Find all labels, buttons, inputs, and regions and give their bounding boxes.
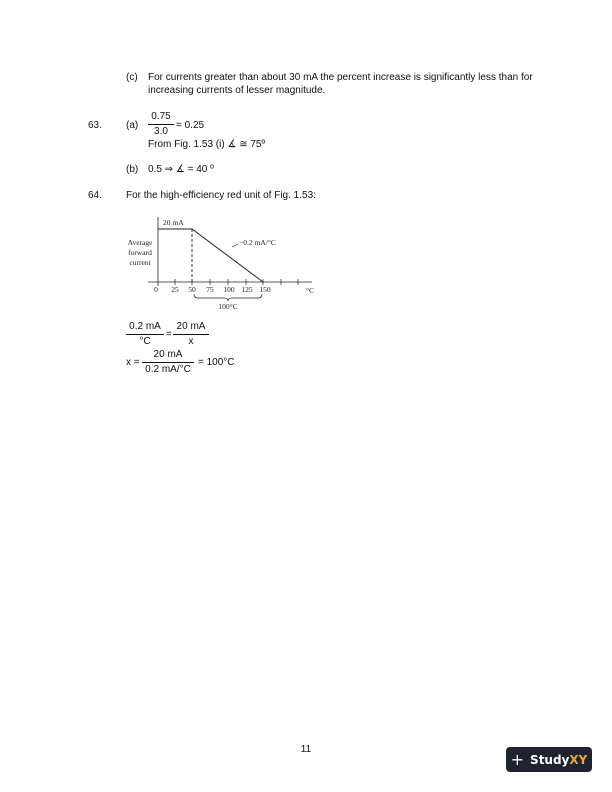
brand-text: Study xyxy=(530,752,570,767)
ylabel-line: forward xyxy=(128,248,152,257)
level-label: 20 mA xyxy=(163,218,184,227)
span-label: 100°C xyxy=(218,302,238,311)
fraction-eq2-denominator: 0.2 mA/°C xyxy=(145,364,191,375)
fraction-eq2 xyxy=(142,349,194,376)
fraction-63a-denominator: 3.0 xyxy=(154,126,168,137)
fraction-63a-numerator: 0.75 xyxy=(151,111,171,122)
x-tick-label: 100 xyxy=(223,285,235,294)
slope-label: −0.2 mA/°C xyxy=(239,238,276,247)
page-number: 11 xyxy=(300,744,312,755)
fraction-bar xyxy=(173,334,209,335)
fraction-63a xyxy=(148,111,174,138)
problem-63a-line2: From Fig. 1.53 (i) ∡ ≅ 75º xyxy=(148,139,266,150)
fraction-bar xyxy=(148,124,174,125)
fraction-eq1-lhs xyxy=(126,321,164,348)
part-c-line2: increasing currents of lesser magnitude. xyxy=(148,85,326,96)
ylabel-line: current xyxy=(129,258,151,267)
fraction-bar xyxy=(142,362,194,363)
fraction-eq1-lhs-denominator: °C xyxy=(139,336,151,347)
x-tick-label: 25 xyxy=(171,285,179,294)
brand-accent: XY xyxy=(569,752,588,767)
problem-64-text: For the high-efficiency red unit of Fig. 1.53: xyxy=(126,190,316,201)
part-c-label: (c) xyxy=(126,72,138,83)
fraction-eq1-rhs xyxy=(173,321,209,348)
problem-63b-text: 0.5 ⇒ ∡ = 40 º xyxy=(148,164,214,175)
derating-curve xyxy=(158,229,263,282)
slope-leader-line xyxy=(232,244,238,247)
part-c-line1: For currents greater than about 30 mA the percent increase is significantly less than for xyxy=(148,72,533,83)
fraction-bar xyxy=(126,334,164,335)
problem-63a-result: = 0.25 xyxy=(176,120,205,131)
x-tick-label: 125 xyxy=(241,285,253,294)
x-tick-label: 150 xyxy=(259,285,271,294)
problem-63a-label: (a) xyxy=(126,120,139,131)
x-tick-label: 50 xyxy=(188,285,196,294)
eq1-equals: = xyxy=(166,329,172,340)
eq2-prefix: x = xyxy=(126,357,140,368)
x-tick-label: 75 xyxy=(206,285,214,294)
brand-wordmark xyxy=(530,753,587,767)
span-brace xyxy=(194,294,262,301)
derating-figure xyxy=(120,212,320,314)
problem-64-number: 64. xyxy=(88,190,102,201)
x-unit-label: °C xyxy=(306,286,315,295)
fraction-eq2-numerator: 20 mA xyxy=(153,349,183,360)
fraction-eq1-lhs-numerator: 0.2 mA xyxy=(129,321,161,332)
eq2-result: = 100°C xyxy=(198,357,235,368)
ylabel-line: Average xyxy=(127,238,153,247)
x-tick-label: 0 xyxy=(154,285,158,294)
studyxy-badge[interactable] xyxy=(506,747,592,772)
problem-63-number: 63. xyxy=(88,120,102,131)
fraction-eq1-rhs-denominator: x xyxy=(188,336,194,347)
plus-icon: + xyxy=(510,749,525,769)
fraction-eq1-rhs-numerator: 20 mA xyxy=(176,321,206,332)
problem-63b-label: (b) xyxy=(126,164,139,175)
